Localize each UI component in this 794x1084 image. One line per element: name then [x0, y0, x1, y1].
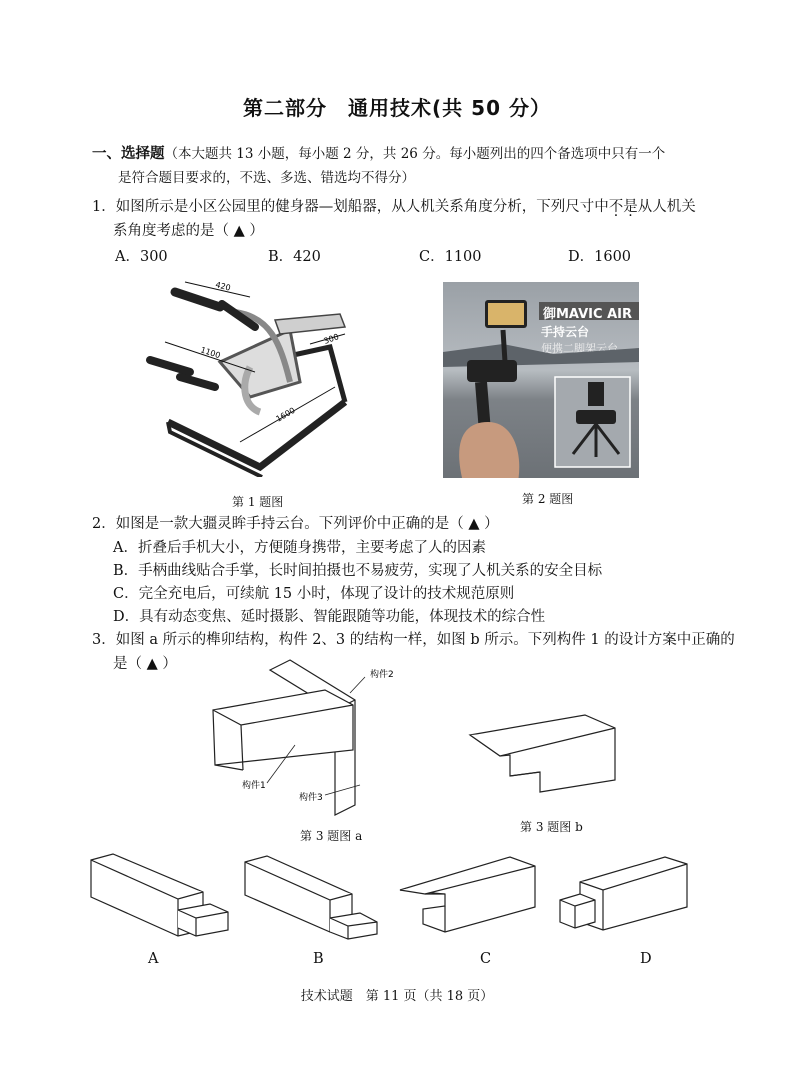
gimbal-photo	[443, 282, 639, 478]
page-title: 第二部分 通用技术(共 50 分）	[243, 96, 551, 120]
q1-stem-b: 从人机关	[637, 199, 696, 215]
choice-a-label: A	[148, 951, 159, 967]
q2-option-a: A．折叠后手机大小，方便随身携带，主要考虑了人的因素	[113, 540, 486, 556]
dim-1100: 1100	[199, 345, 222, 361]
q2-stem: 2．如图是一款大疆灵眸手持云台。下列评价中正确的是（ ▲ ）	[92, 516, 499, 532]
part1-label: 构件1	[242, 781, 266, 791]
q1-stem-line1	[92, 196, 696, 218]
q1-emphasis-1: 不	[608, 199, 624, 215]
q1-stem-line2: 系角度考虑的是（ ▲ ）	[113, 223, 264, 239]
q2-option-b: B．手柄曲线贴合手掌，长时间拍摄也不易疲劳，实现了人机关系的安全目标	[113, 563, 603, 579]
brand-text: 御MAVIC AIR	[543, 307, 632, 322]
q2-option-c: C．完全充电后，可续航 15 小时，体现了设计的技术规范原则	[113, 586, 515, 602]
dim-1600: 1600	[274, 405, 297, 424]
promo-line-1: 手持云台	[541, 325, 590, 339]
fig3a-caption: 第 3 题图 a	[300, 829, 363, 843]
page-footer: 技术试题 第 11 页（共 18 页）	[300, 989, 494, 1004]
choice-c-label: C	[480, 951, 492, 967]
q1-stem-a: 1．如图所示是小区公园里的健身器—划船器，从人机关系角度分析，下列尺寸中	[92, 199, 609, 215]
q1-option-c: C．1100	[419, 249, 482, 265]
choice-b-label: B	[313, 951, 324, 967]
section-heading-line	[92, 143, 665, 165]
fig3b-caption: 第 3 题图 b	[520, 820, 583, 834]
q1-option-d: D．1600	[568, 249, 632, 265]
q1-option-b: B．420	[268, 249, 321, 265]
q2-option-d: D．具有动态变焦、延时摄影、智能跟随等功能，体现技术的综合性	[113, 609, 546, 625]
fig3a-joint	[205, 655, 405, 825]
choice-b-figure	[242, 852, 392, 942]
choice-a-figure	[88, 852, 238, 942]
dim-420: 420	[214, 280, 232, 293]
promo-line-2: 便携二脚架云台	[541, 342, 618, 355]
q3-stem-line1: 3．如图 a 所示的榫卯结构，构件 2、3 的结构一样，如图 b 所示。下列构件 1 的设计方案中正确的	[92, 632, 735, 648]
section-note-2: 是符合题目要求的，不选、多选、错选均不得分）	[118, 170, 415, 186]
fig3b-member	[465, 710, 625, 800]
fig1-caption: 第 1 题图	[232, 495, 284, 509]
section-note-1: （本大题共 13 小题，每小题 2 分，共 26 分。每小题列出的四个备选项中只有一个	[164, 146, 666, 162]
gimbal-illustration	[443, 282, 639, 478]
q1-emphasis-2: 是	[623, 199, 638, 215]
q3-stem-line2: 是（ ▲ ）	[113, 656, 177, 672]
fig2-caption: 第 2 题图	[522, 492, 574, 506]
part3-label: 构件3	[299, 793, 323, 803]
section-heading: 一、选择题	[92, 146, 165, 162]
choice-d-label: D	[640, 951, 652, 967]
rowing-machine-figure	[140, 272, 370, 477]
q1-option-a: A．300	[115, 249, 168, 265]
choice-d-figure	[555, 852, 705, 942]
dim-300: 300	[322, 332, 341, 346]
choice-c-figure	[395, 852, 545, 942]
part2-label: 构件2	[370, 670, 394, 680]
